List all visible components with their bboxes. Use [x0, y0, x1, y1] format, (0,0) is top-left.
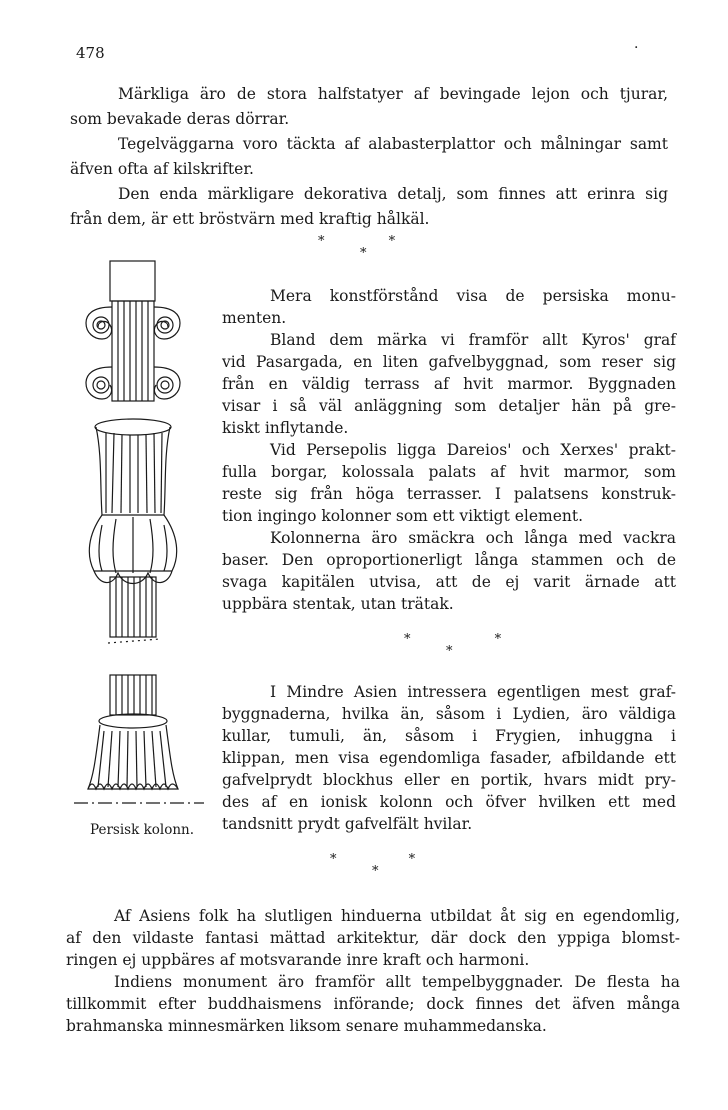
paragraph-line: Den enda märkligare dekorativa detalj, som finnes att erinra sig: [118, 185, 668, 203]
page-mark: ·: [634, 40, 639, 56]
paragraph-line: des af en ionisk kolonn och öfver hvilken ett med: [222, 793, 676, 811]
section-separator: * *: [330, 852, 416, 867]
paragraph-line: vid Pasargada, en liten gafvelbyggnad, som reser sig: [222, 353, 676, 371]
section-separator: *: [360, 246, 367, 261]
paragraph-line: baser. Den oproportionerligt långa stammen och de: [222, 551, 676, 569]
paragraph-line: menten.: [222, 309, 287, 327]
section-separator: *: [372, 864, 379, 879]
paragraph-line: ringen ej uppbäres af motsvarande inre kraft och harmoni.: [66, 951, 530, 969]
paragraph-line: från dem, är ett bröstvärn med kraftig hålkäl.: [70, 210, 430, 228]
paragraph-line: Märkliga äro de stora halfstatyer af bevingade lejon och tjurar,: [118, 85, 668, 103]
section-separator: * *: [404, 632, 502, 647]
paragraph-line: byggnaderna, hvilka än, såsom i Lydien, äro väldiga: [222, 705, 676, 723]
paragraph-line: I Mindre Asien intressera egentligen mest graf-: [270, 683, 676, 701]
paragraph-line: gafvelprydt blockhus eller en portik, hvars midt pry-: [222, 771, 676, 789]
persian-column-figure: [72, 255, 222, 820]
paragraph-line: af den vildaste fantasi mättad arkitektur, där dock den yppiga blomst-: [66, 929, 680, 947]
paragraph-line: tillkommit efter buddhaismens införande; dock finnes det äfven många: [66, 995, 680, 1013]
paragraph-line: Mera konstförstånd visa de persiska monu-: [270, 287, 676, 305]
paragraph-line: äfven ofta af kilskrifter.: [70, 160, 254, 178]
paragraph-line: fulla borgar, kolossala palats af hvit marmor, som: [222, 463, 676, 481]
paragraph-line: Kolonnerna äro smäckra och långa med vackra: [270, 529, 676, 547]
paragraph-line: tion ingingo kolonner som ett viktigt element.: [222, 507, 584, 525]
page-number: 478: [76, 44, 105, 62]
paragraph-line: visar i så väl anläggning som detaljer hän på gre-: [222, 397, 676, 415]
paragraph-line: Vid Persepolis ligga Dareios' och Xerxes' prakt-: [270, 441, 676, 459]
paragraph-line: kiskt inflytande.: [222, 419, 349, 437]
section-separator: *: [446, 644, 453, 659]
paragraph-line: från en väldig terrass af hvit marmor. Byggnaden: [222, 375, 676, 393]
paragraph-line: Indiens monument äro framför allt tempelbyggnader. De flesta ha: [114, 973, 680, 991]
figure-caption: Persisk kolonn.: [90, 822, 194, 838]
paragraph-line: brahmanska minnesmärken liksom senare muhammedanska.: [66, 1017, 547, 1035]
paragraph-line: Bland dem märka vi framför allt Kyros' graf: [270, 331, 676, 349]
paragraph-line: tandsnitt prydt gafvelfält hvilar.: [222, 815, 473, 833]
paragraph-line: svaga kapitälen utvisa, att de ej varit ärnade att: [222, 573, 676, 591]
paragraph-line: kullar, tumuli, än, såsom i Frygien, inhuggna i: [222, 727, 676, 745]
section-separator: * *: [318, 234, 396, 249]
paragraph-line: reste sig från höga terrasser. I palatsens konstruk-: [222, 485, 676, 503]
paragraph-line: som bevakade deras dörrar.: [70, 110, 290, 128]
paragraph-line: uppbära stentak, utan trätak.: [222, 595, 454, 613]
paragraph-line: klippan, men visa egendomliga fasader, afbildande ett: [222, 749, 676, 767]
paragraph-line: Af Asiens folk ha slutligen hinduerna utbildat åt sig en egendomlig,: [114, 907, 680, 925]
paragraph-line: Tegelväggarna voro täckta af alabasterplattor och målningar samt: [118, 135, 668, 153]
